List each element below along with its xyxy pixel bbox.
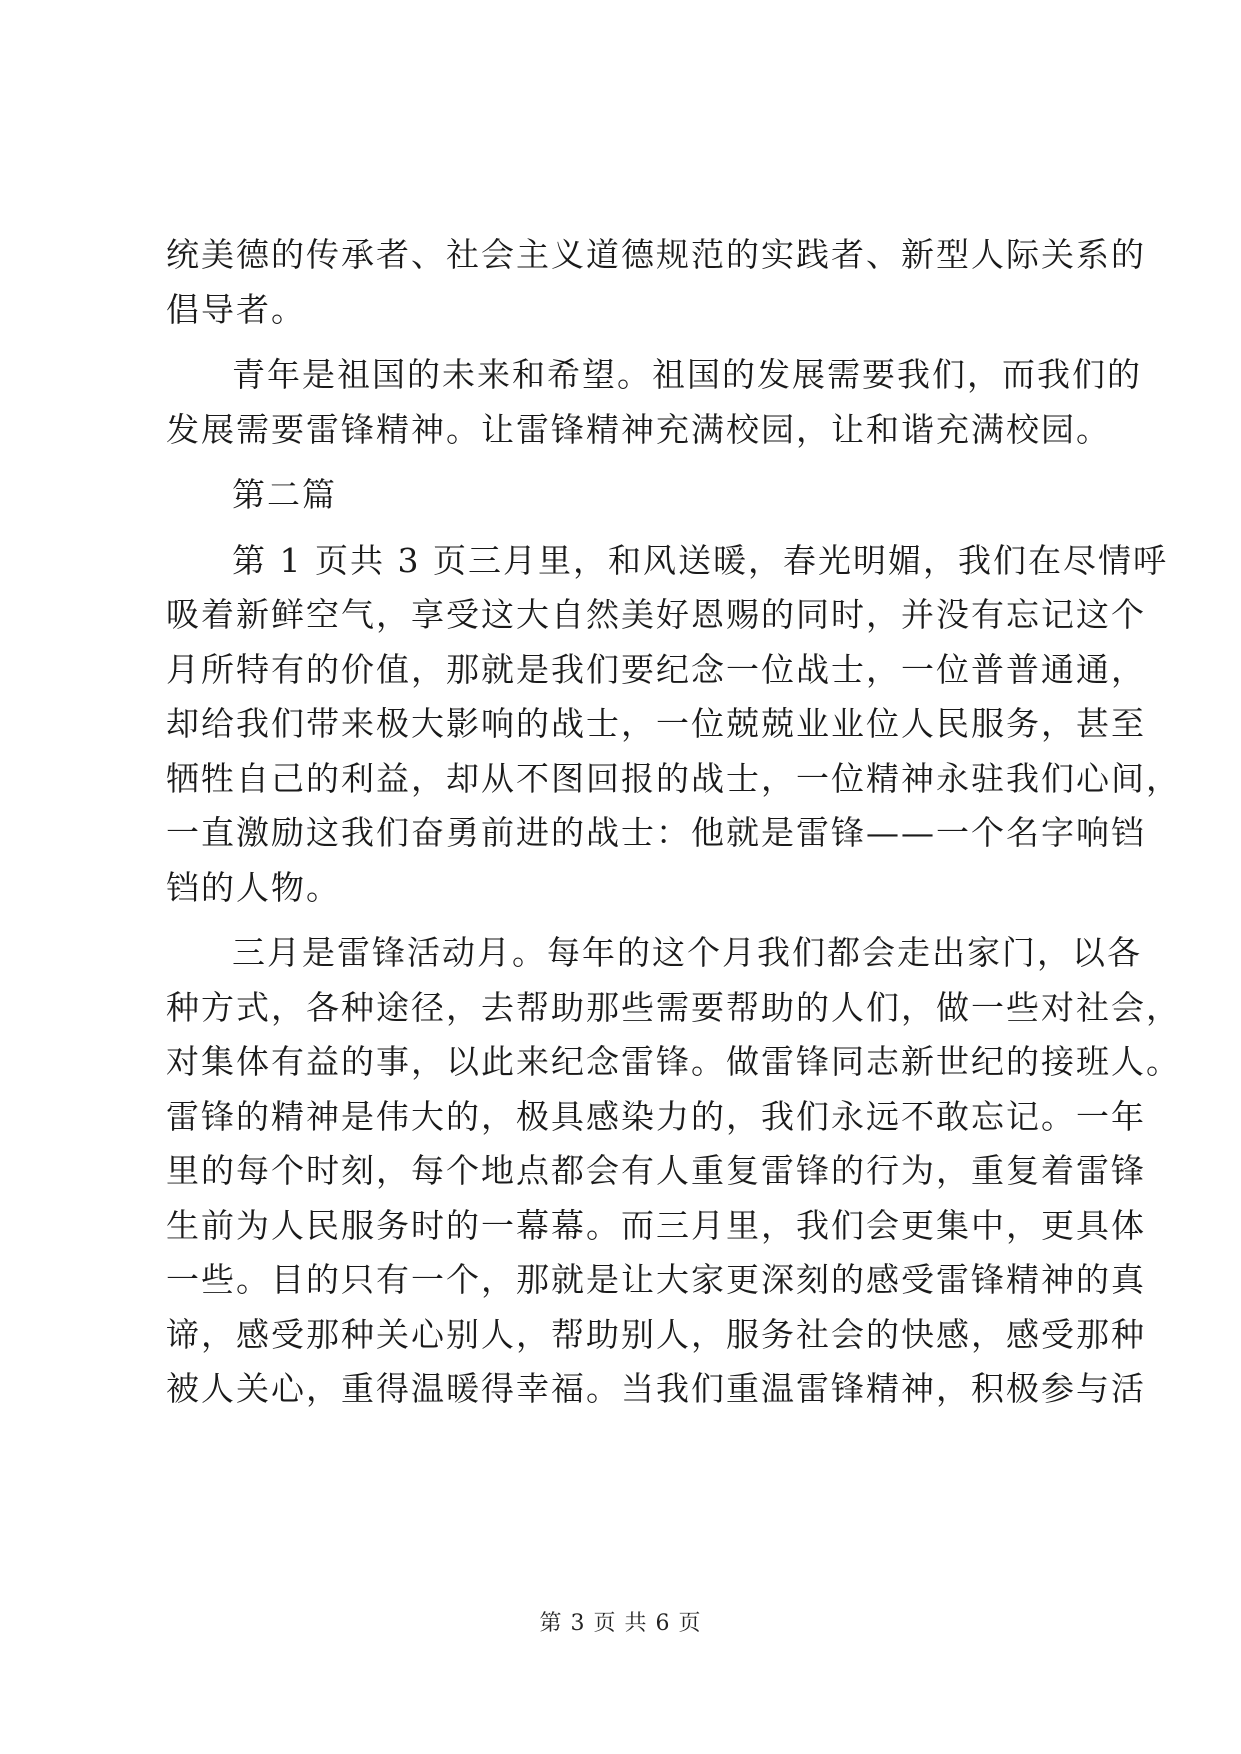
document-body xyxy=(166,228,1181,1417)
text-line: 牺牲自己的利益，却从不图回报的战士，一位精神永驻我们心间， xyxy=(166,758,1181,798)
text-line: 倡导者。 xyxy=(166,289,306,329)
text-line: 谛，感受那种关心别人，帮助别人，服务社会的快感，感受那种 xyxy=(166,1314,1146,1354)
text-line: 一直激励这我们奋勇前进的战士：他就是雷锋——一个名字响铛 xyxy=(166,813,1146,852)
section-heading: 第二篇 xyxy=(232,475,337,514)
text-line: 里的每个时刻，每个地点都会有人重复雷锋的行为，重复着雷锋 xyxy=(166,1151,1146,1190)
text-line: 发展需要雷锋精神。让雷锋精神充满校园，让和谐充满校园。 xyxy=(166,409,1111,449)
paragraph-start-line: 青年是祖国的未来和希望。祖国的发展需要我们，而我们的 xyxy=(232,355,1142,394)
text-line: 却给我们带来极大影响的战士，一位兢兢业业位人民服务，甚至 xyxy=(166,704,1146,743)
text-line: 铛的人物。 xyxy=(166,867,341,907)
paragraph-start-line: 三月是雷锋活动月。每年的这个月我们都会走出家门，以各 xyxy=(232,933,1142,972)
text-line: 月所特有的价值，那就是我们要纪念一位战士，一位普普通通， xyxy=(166,649,1146,689)
page-footer: 第 3 页 共 6 页 xyxy=(539,1611,702,1636)
text-line: 生前为人民服务时的一幕幕。而三月里，我们会更集中，更具体 xyxy=(166,1205,1146,1245)
text-line: 对集体有益的事，以此来纪念雷锋。做雷锋同志新世纪的接班人。 xyxy=(166,1042,1181,1081)
paragraph-start-line: 第 1 页共 3 页三月里，和风送暖，春光明媚，我们在尽情呼 xyxy=(232,540,1168,580)
text-line: 吸着新鲜空气，享受这大自然美好恩赐的同时，并没有忘记这个 xyxy=(166,595,1146,634)
text-line: 一些。目的只有一个，那就是让大家更深刻的感受雷锋精神的真 xyxy=(166,1260,1146,1299)
text-line: 统美德的传承者、社会主义道德规范的实践者、新型人际关系的 xyxy=(166,235,1146,274)
text-line: 被人关心，重得温暖得幸福。当我们重温雷锋精神，积极参与活 xyxy=(166,1369,1146,1408)
text-line: 种方式，各种途径，去帮助那些需要帮助的人们，做一些对社会， xyxy=(166,987,1181,1027)
text-line: 雷锋的精神是伟大的，极具感染力的，我们永远不敢忘记。一年 xyxy=(166,1096,1146,1136)
